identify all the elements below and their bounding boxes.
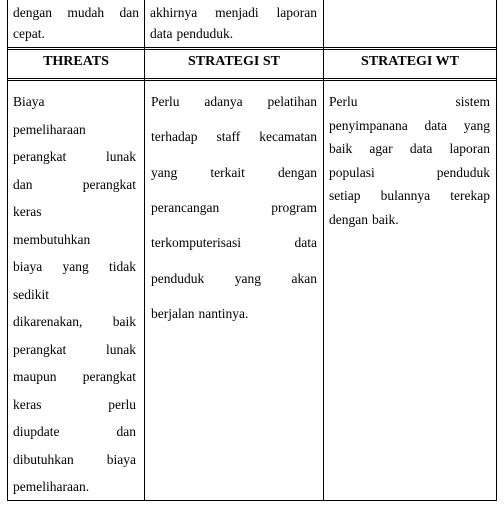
header-strategi-wt: STRATEGI WT bbox=[361, 54, 459, 69]
table-column-divider-2 bbox=[323, 0, 324, 500]
table-column-divider-1 bbox=[144, 0, 145, 500]
table-border-bottom bbox=[7, 500, 497, 501]
header-strategi-st: STRATEGI ST bbox=[188, 54, 280, 69]
swot-table: dengan mudah dan cepat. akhirnya menjadi laporan data penduduk. THREATS STRATEGI ST STRATEGI WT Biaya pemeliharaan perangkat lunak dan perangkat keras membutuhkan biaya yang tidak sedikit dikarenakan, baik perangkat lunak maupun perangkat keras perlu diupdate dan dibutuhkan biaya pemeliharaan. Perlu adanya pelatihan terhadap staff kecamatan yang terkait dengan perancangan program terkomputerisasi data penduduk yang akan berjalan nantinya. Perlu sistem penyimpanana data yang baik agar data laporan populasi penduduk setiap bulannya terekap dengan baik. bbox=[0, 0, 504, 512]
table-border-left bbox=[7, 0, 8, 500]
header-rule-top bbox=[7, 47, 497, 50]
table-border-right bbox=[496, 0, 497, 500]
header-threats: THREATS bbox=[43, 54, 109, 69]
header-rule-bottom bbox=[7, 78, 497, 81]
